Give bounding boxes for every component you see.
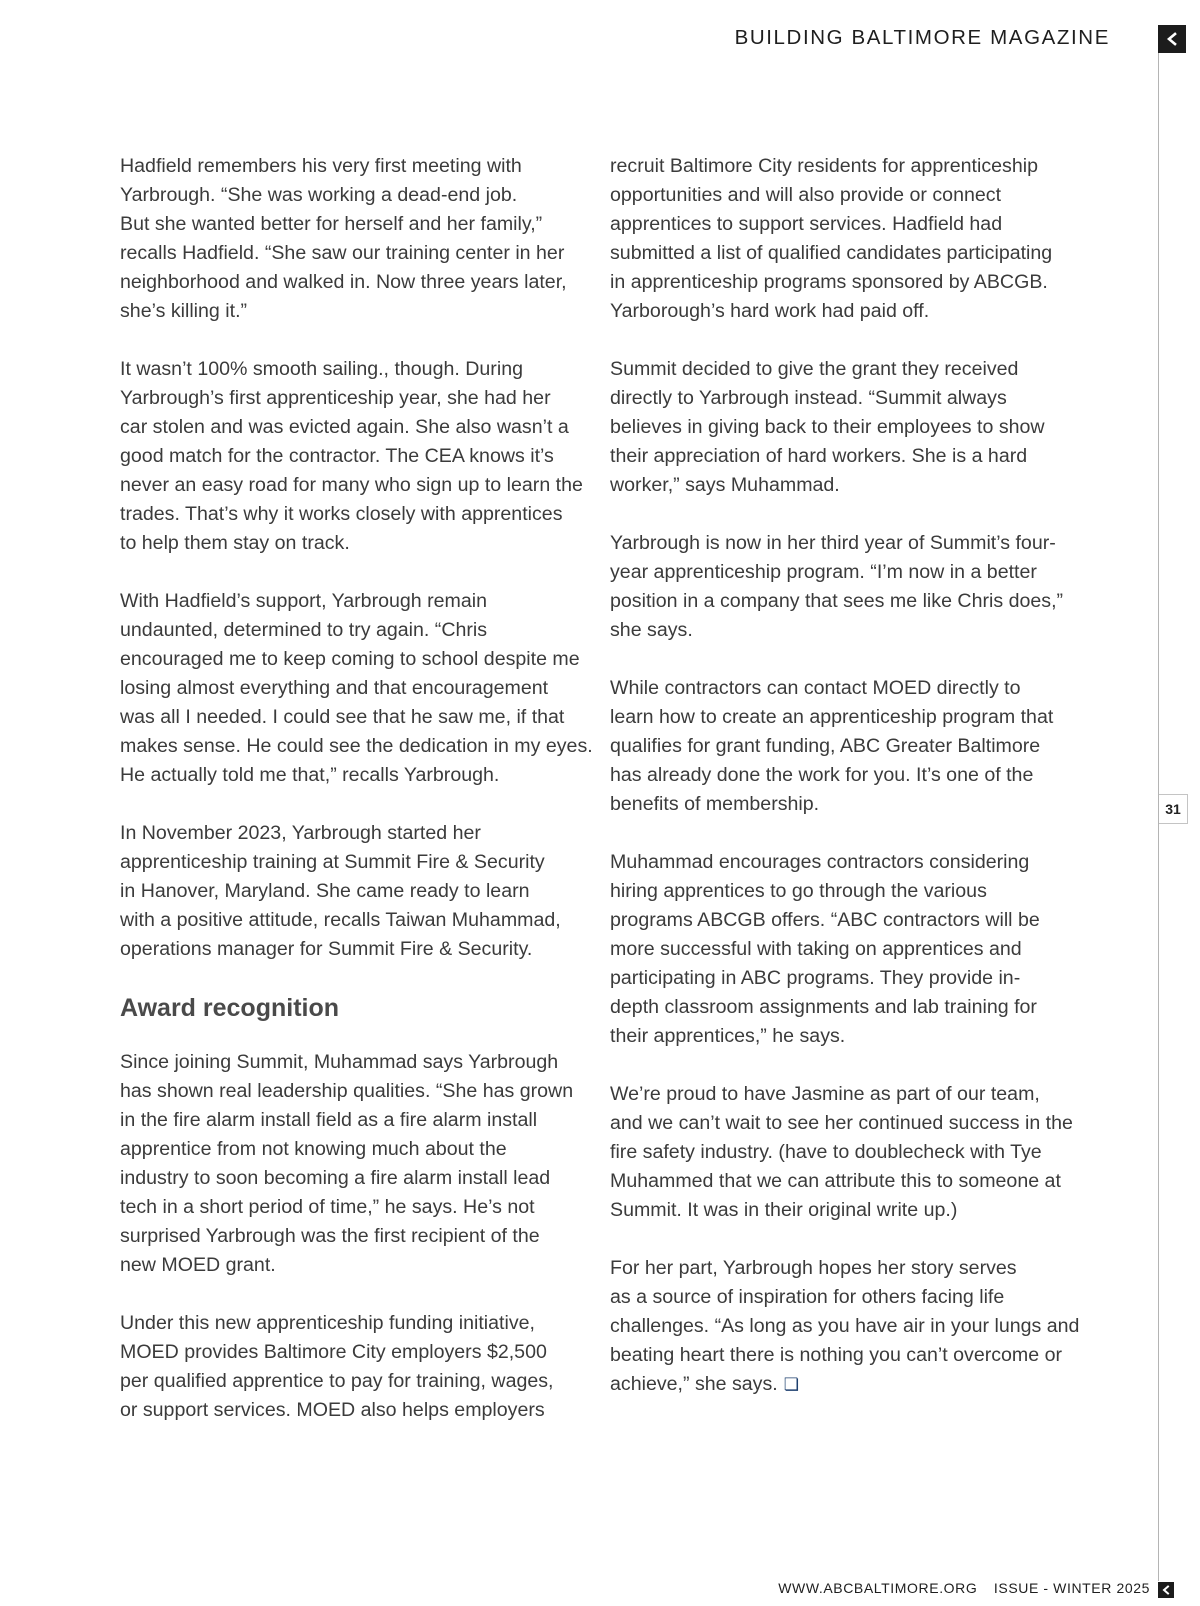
issue-label: ISSUE - WINTER 2025 bbox=[993, 1580, 1150, 1596]
paragraph: Yarbrough is now in her third year of Summit’s four- year apprenticeship program. “I’m now in a better position in a company that sees me like Chris does,” she says. bbox=[610, 532, 1064, 641]
magazine-title: BUILDING BALTIMORE MAGAZINE bbox=[734, 26, 1110, 49]
chevron-left-icon bbox=[1165, 32, 1179, 46]
footer bbox=[778, 1580, 1150, 1596]
paragraph: Since joining Summit, Muhammad says Yarbrough has shown real leadership qualities. “She has grown in the fire alarm install field as a fire alarm install apprentice from not knowing much about the industry to soon becoming a fire alarm install lead tech in a short period of time,” he says. He’s not surprised Yarbrough was the first recipient of the new MOED grant. bbox=[120, 1051, 574, 1276]
closing-text: For her part, Yarbrough hopes her story serves as a source of inspiration for others facing life challenges. “As long as you have air in your lungs and beating heart there is nothing you can’t overcome or achieve,” she says. bbox=[610, 1257, 1080, 1395]
website-link[interactable]: WWW.ABCBALTIMORE.ORG bbox=[778, 1580, 978, 1596]
paragraph: With Hadfield’s support, Yarbrough remain undaunted, determined to try again. “Chris encouraged me to keep coming to school despite me losing almost everything and that encouragement was all I needed. I could see that he saw me, if that makes sense. He could see the dedication in my eyes. He actually told me that,” recalls Yarbrough. bbox=[120, 590, 593, 786]
paragraph: In November 2023, Yarbrough started her apprenticeship training at Summit Fire & Security in Hanover, Maryland. She came ready to learn with a positive attitude, recalls Taiwan Muhammad, operations manager for Summit Fire & Security. bbox=[120, 822, 561, 960]
paragraph: Hadfield remembers his very first meeting with Yarbrough. “She was working a dead-end job. But she wanted better for herself and her family,” recalls Hadfield. “She saw our training center in her neighborhood and walked in. Now three years later, she’s killing it.” bbox=[120, 155, 567, 322]
closing-paragraph bbox=[610, 1254, 1080, 1399]
paragraph: It wasn’t 100% smooth sailing., though. During Yarbrough’s first apprenticeship year, she had her car stolen and was evicted again. She also wasn’t a good match for the contractor. The CEA knows it’s never an easy road for many who sign up to learn the trades. That’s why it works closely with apprentices to help them stay on track. bbox=[120, 358, 583, 554]
paragraph: We’re proud to have Jasmine as part of our team, and we can’t wait to see her continued success in the fire safety industry. (have to doublecheck with Tye Muhammed that we can attribute this to someone at Summit. It was in their original write up.) bbox=[610, 1083, 1073, 1221]
paragraph: recruit Baltimore City residents for apprenticeship opportunities and will also provide or connect apprentices to support services. Hadfield had submitted a list of qualified candidates participating in apprenticeship programs sponsored by ABCGB. Yarborough’s hard work had paid off. bbox=[610, 155, 1053, 322]
paragraph: While contractors can contact MOED directly to learn how to create an apprenticeship program that qualifies for grant funding, ABC Greater Baltimore has already done the work for you. It’s one of the benefits of membership. bbox=[610, 677, 1054, 815]
paragraph: Muhammad encourages contractors considering hiring apprentices to go through the various programs ABCGB offers. “ABC contractors will be more successful with taking on apprentices and participating in ABC programs. They provide in- depth classroom assignments and lab training for their apprentices,” he says. bbox=[610, 851, 1040, 1047]
page-number: 31 bbox=[1159, 794, 1188, 824]
paragraph: Summit decided to give the grant they received directly to Yarbrough instead. “Summit always believes in giving back to their employees to show their appreciation of hard workers. She is a hard worker,” says Muhammad. bbox=[610, 358, 1045, 496]
end-mark-icon: ❏ bbox=[783, 1375, 799, 1394]
back-button[interactable] bbox=[1158, 25, 1186, 53]
article-right-column bbox=[610, 152, 1080, 1428]
chevron-left-icon bbox=[1161, 1585, 1171, 1595]
paragraph: Under this new apprenticeship funding initiative, MOED provides Baltimore City employers $2,500 per qualified apprentice to pay for training, wages, or support services. MOED also helps employers bbox=[120, 1312, 554, 1421]
footer-back-button[interactable] bbox=[1158, 1582, 1174, 1598]
article-left-column bbox=[120, 152, 598, 1454]
section-heading: Award recognition bbox=[120, 994, 340, 1022]
